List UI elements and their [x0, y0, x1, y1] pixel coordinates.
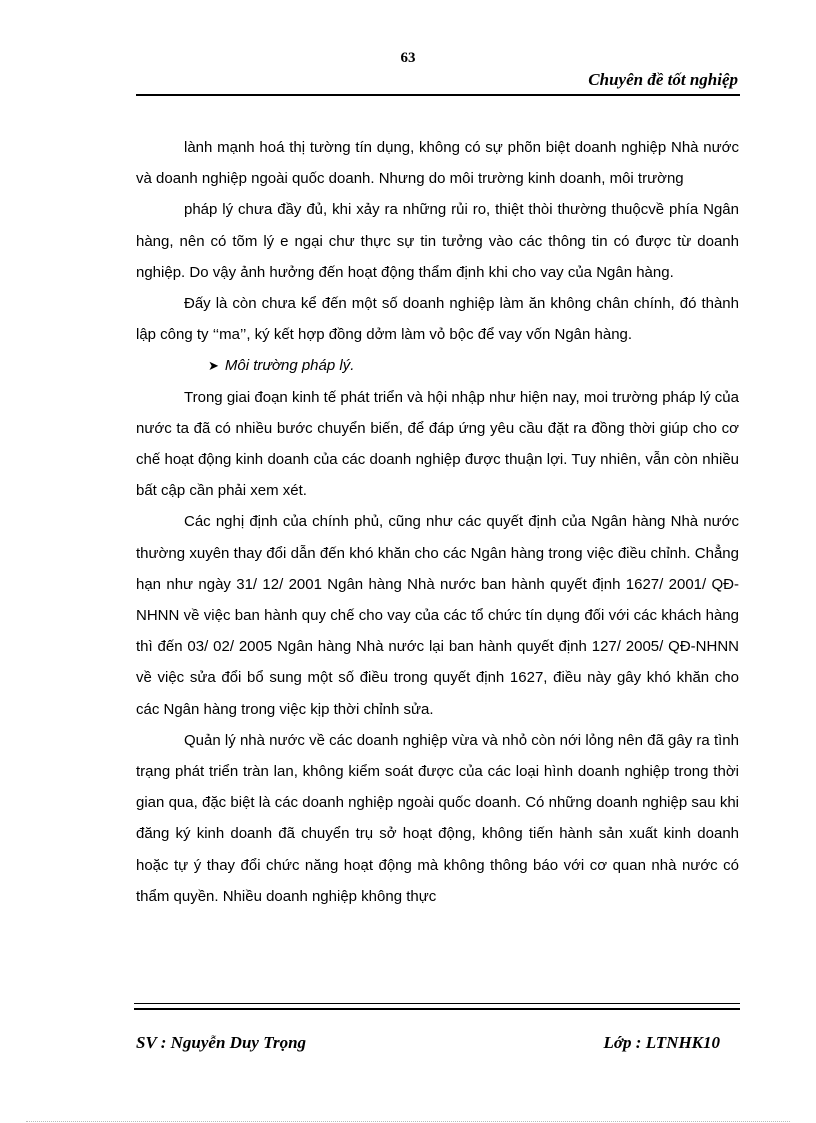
document-body	[136, 132, 739, 912]
paragraph-1: lành mạnh hoá thị tường tín dụng, không có sự phõn biệt doanh nghiệp Nhà nước và doanh nghiệp ngoài quốc doanh. Nhưng do môi trường kinh doanh, môi trường	[136, 139, 739, 188]
arrow-bullet-icon: ➤	[208, 358, 219, 374]
page-number: 63	[400, 50, 416, 66]
footer-rule	[134, 1003, 740, 1010]
paragraph-3: Đấy là còn chưa kể đến một số doanh nghiệp làm ăn không chân chính, đó thành lập công ty ‘‘ma’’, ký kết hợp đồng dởm làm vỏ bộc để vay vốn Ngân hàng.	[136, 295, 739, 344]
paragraph-4: Trong giai đoạn kinh tế phát triển và hội nhập như hiện nay, moi trường pháp lý của nước ta đã có nhiều bước chuyển biến, để đáp ứng yêu cầu đặt ra đồng thời giúp cho cơ chế hoạt động kinh doanh của các doanh nghiệp được thuận lợi. Tuy nhiên, vẫn còn nhiều bất cập cần phải xem xét.	[136, 388, 739, 500]
footer-class: Lớp : LTNHK10	[603, 1033, 720, 1052]
header-title: Chuyên đề tốt nghiệp	[588, 70, 738, 89]
paragraph-6: Quản lý nhà nước về các doanh nghiệp vừa và nhỏ còn nới lỏng nên đã gây ra tình trạng phát triển tràn lan, không kiểm soát được của các loại hình doanh nghiệp trong thời gian qua, đặc biệt là các doanh nghiệp ngoài quốc doanh. Có những doanh nghiệp sau khi đăng ký kinh doanh đã chuyển trụ sở hoạt động, không tiến hành sản xuất kinh doanh hoặc tự ý thay đổi chức năng hoạt động mà không thông báo với cơ quan nhà nước có thẩm quyền. Nhiều doanh nghiệp không thực	[136, 731, 739, 905]
paragraph-2: pháp lý chưa đầy đủ, khi xảy ra những rủi ro, thiệt thòi thường thuộcvề phía Ngân hàng, nên có tõm lý e ngại chư thực sự tin tưởng vào các thông tin có được từ doanh nghiệp. Do vậy ảnh hưởng đến hoạt động thẩm định khi cho vay của Ngân hàng.	[136, 201, 739, 281]
paragraph-5: Các nghị định của chính phủ, cũng như các quyết định của Ngân hàng Nhà nước thường xuyên thay đổi dẫn đến khó khăn cho các Ngân hàng trong việc điều chỉnh. Chẳng hạn như ngày 31/ 12/ 2001 Ngân hàng Nhà nước ban hành quyết định 1627/ 2001/ QĐ-NHNN về việc ban hành quy chế cho vay của các tổ chức tín dụng đối với các khách hàng thì đến 03/ 02/ 2005 Ngân hàng Nhà nước lại ban hành quyết định 127/ 2005/ QĐ-NHNN về việc sửa đổi bổ sung một số điều trong quyết định 1627, điều này gây khó khăn cho các Ngân hàng trong việc kịp thời chỉnh sửa.	[136, 513, 739, 718]
subheading-text: Môi trường pháp lý.	[224, 357, 355, 375]
page-bottom-edge	[26, 1121, 790, 1122]
section-subheading	[136, 350, 739, 381]
footer-student: SV : Nguyễn Duy Trọng	[136, 1033, 307, 1052]
header-rule	[136, 94, 740, 96]
